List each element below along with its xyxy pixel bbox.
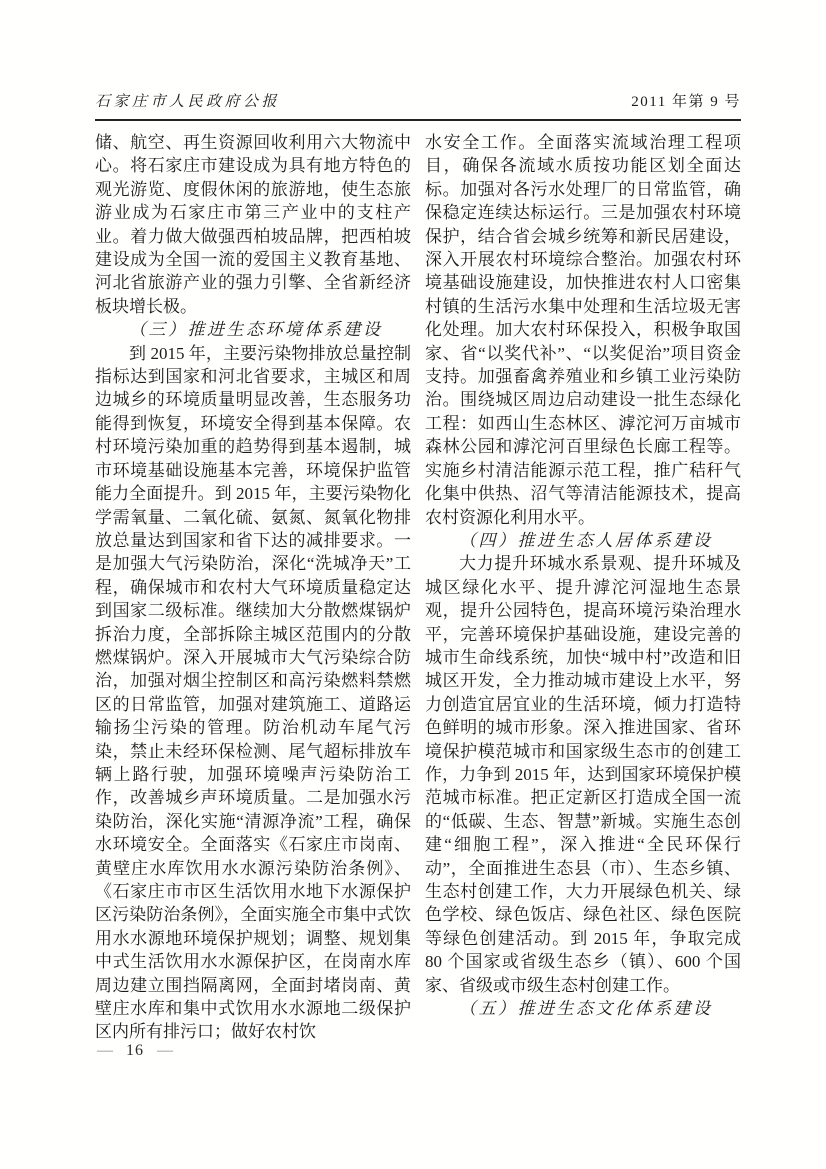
page-number-left-dash: —	[97, 1042, 113, 1059]
paragraph-continuation: 储、航空、再生资源回收利用六大物流中心。将石家庄市建设成为具有地方特色的观光游览、度假休闲的旅游地，使生态旅游业成为石家庄市第三产业中的支柱产业。着力做大做强西柏坡品牌，把西柏坡建设成为全国一流的爱国主义教育基地、河北省旅游产业的强力引擎、全省新经济板块增长极。	[95, 133, 411, 316]
running-header	[95, 90, 741, 111]
left-column	[95, 131, 411, 1047]
paragraph-continuation: 水安全工作。全面落实流域治理工程项目，确保各流域水质按功能区划全面达标。加强对各污水处理厂的日常监管，确保稳定连续达标运行。三是加强农村环境保护，结合省会城乡统筹和新民居建设，深入开展农村环境综合整治。加强农村环境基础设施建设，加快推进农村人口密集村镇的生活污水集中处理和生活垃圾无害化处理。加大农村环保投入，积极争取国家、省“以奖代补”、“以奖促治”项目资金支持。加强畜禽养殖业和乡镇工业污染防治。围绕城区周边启动建设一批生态绿化工程：如西山生态林区、滹沱河万亩城市森林公园和滹沱河百里绿色长廊工程等。实施乡村清洁能源示范工程，推广秸秆气化集中供热、沼气等清洁能源技术，提高农村资源化利用水平。	[425, 133, 741, 527]
header-rule	[95, 119, 741, 121]
page-number-right-dash: —	[157, 1042, 173, 1059]
section-heading-3: （三）推进生态环境体系建设	[129, 320, 383, 340]
paragraph-body: 到 2015 年，主要污染物排放总量控制指标达到国家和河北省要求，主城区和周边城乡的环境质量明显改善，生态服务功能得到恢复，环境安全得到基本保障。农村环境污染加重的趋势得到基本遏制，城市环境基础设施基本完善，环境保护监管能力全面提升。到 2015 年，主要污染物化学需氧量、二氧化硫、氨氮、氮氧化物排放总量达到国家和省下达的减排要求。一是加强大气污染防治，深化“洗城净天”工程，确保城市和农村大气环境质量稳定达到国家二级标准。继续加大分散燃煤锅炉拆治力度，全部拆除主城区范围内的分散燃煤锅炉。深入开展城市大气污染综合防治，加强对烟尘控制区和高污染燃料禁燃区的日常监管，加强对建筑施工、道路运输扬尘污染的管理。防治机动车尾气污染，禁止未经环保检测、尾气超标排放车辆上路行驶，加强环境噪声污染防治工作，改善城乡声环境质量。二是加强水污染防治，深化实施“清源净流”工程，确保水环境安全。全面落实《石家庄市岗南、黄壁庄水库饮用水水源污染防治条例》、《石家庄市市区生活饮用水地下水源保护区污染防治条例》，全面实施全市集中式饮用水水源地环境保护规划；调整、规划集中式生活饮用水水源保护区，在岗南水库周边建立围挡隔离网，全面封堵岗南、黄壁庄水库和集中式饮用水水源地二级保护区内所有排污口；做好农村饮	[95, 343, 411, 1042]
issue-number: 2011 年第 9 号	[631, 94, 741, 110]
body-text	[95, 131, 741, 1047]
section-heading-5: （五）推进生态文化体系建设	[459, 999, 713, 1019]
paragraph-body: 大力提升环城水系景观、提升环城及城区绿化水平、提升滹沱河湿地生态景观，提升公园特色，提高环境污染治理水平，完善环境保护基础设施，建设完善的城市生命线系统，加快“城中村”改造和旧城区开发，全力推动城市建设上水平，努力创造宜居宜业的生活环境，倾力打造特色鲜明的城市形象。深入推进国家、省环境保护模范城市和国家级生态市的创建工作，力争到 2015 年，达到国家环境保护模范城市标准。把正定新区打造成全国一流的“低碳、生态、智慧”新城。实施生态创建“细胞工程”，深入推进“全民环保行动”，全面推进生态县（市）、生态乡镇、生态村创建工作，大力开展绿色机关、绿色学校、绿色饭店、绿色社区、绿色医院等绿色创建活动。到 2015 年，争取完成 80 个国家或省级生态乡（镇）、600 个国家、省级或市级生态村创建工作。	[425, 554, 741, 995]
gazette-title: 石家庄市人民政府公报	[95, 94, 281, 110]
right-column	[425, 131, 741, 1047]
page-number-value: 16	[126, 1042, 144, 1059]
section-heading-4: （四）推进生态人居体系建设	[459, 530, 713, 550]
page-number	[97, 1042, 173, 1060]
